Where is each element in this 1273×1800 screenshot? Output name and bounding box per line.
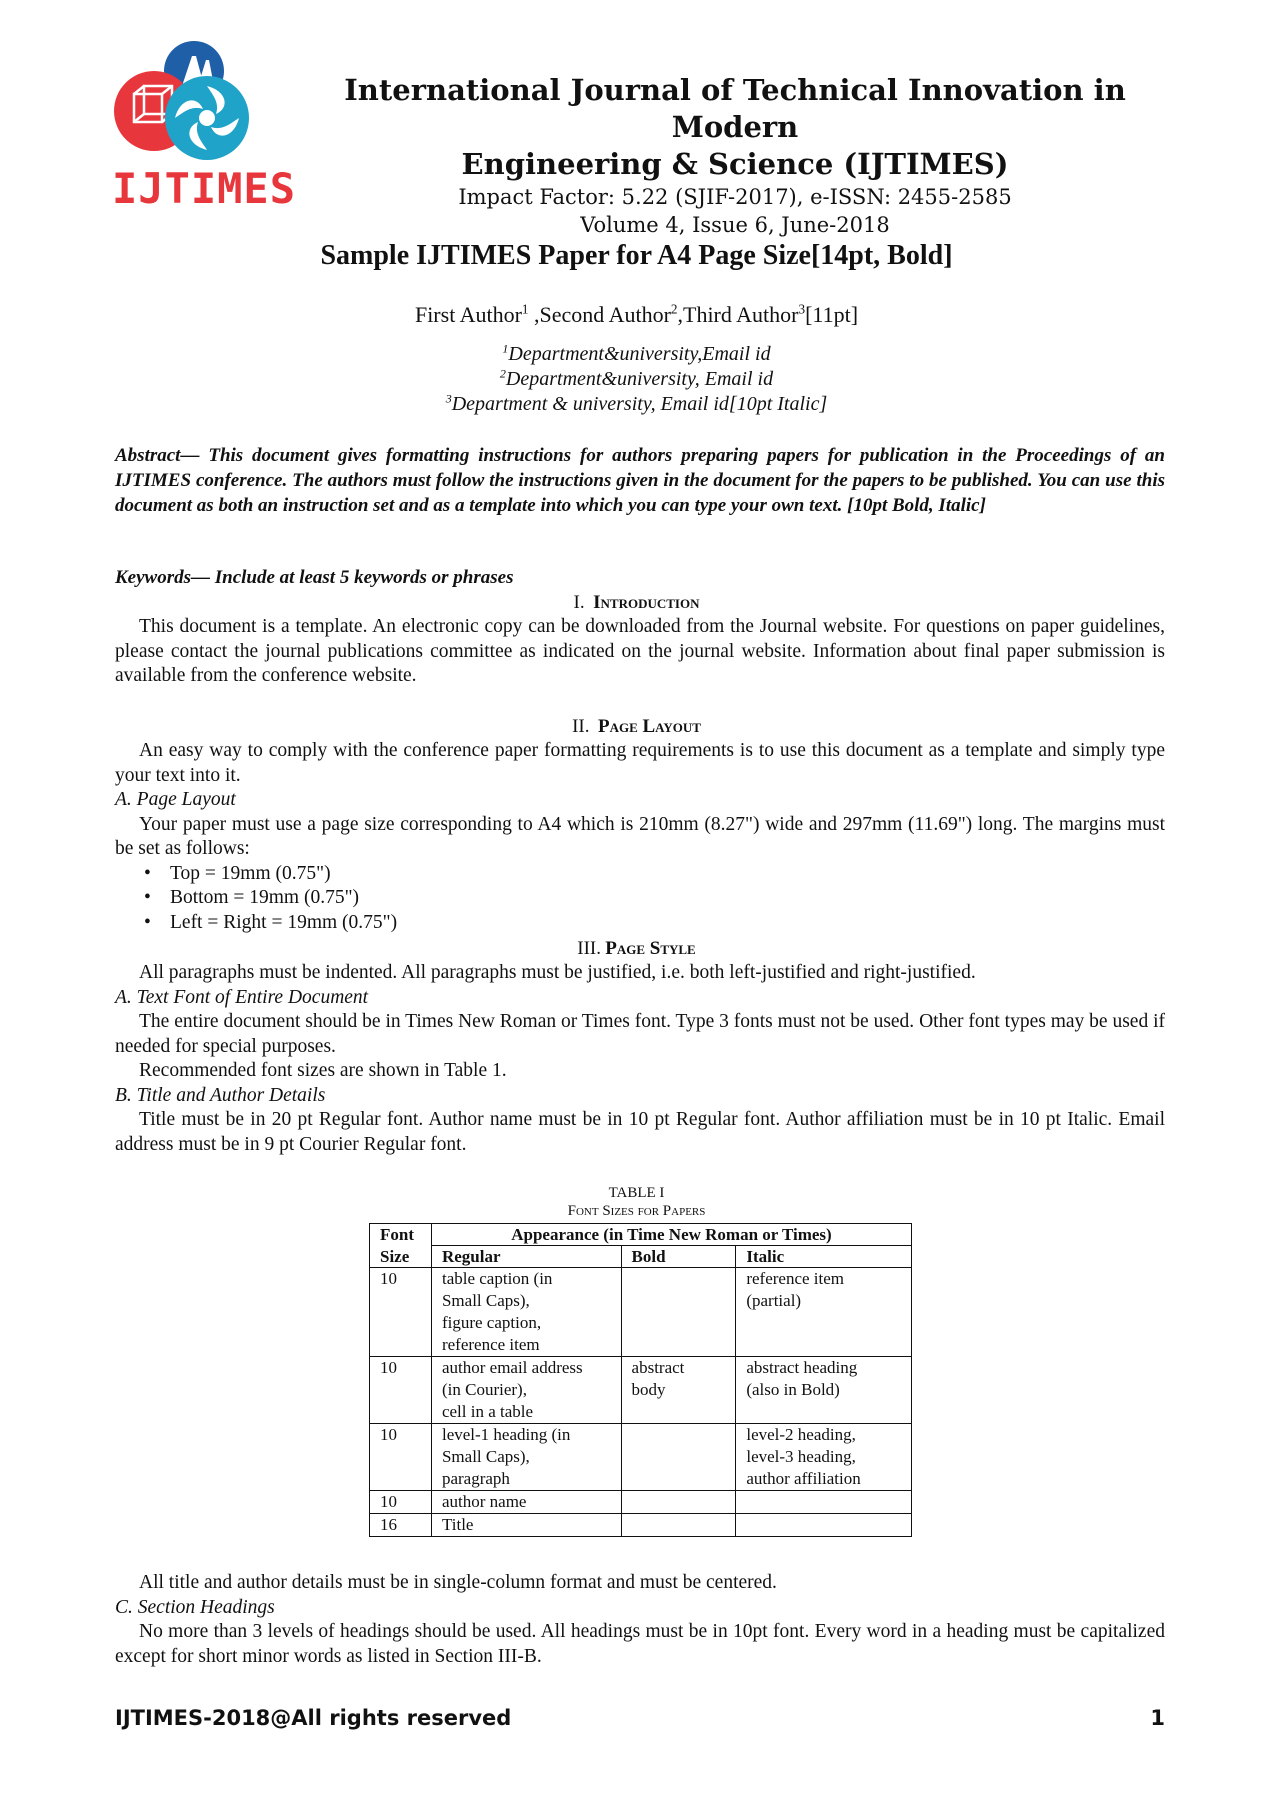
author-name: First Author bbox=[414, 302, 522, 327]
section-title: Page Layout bbox=[597, 716, 701, 737]
header-cell: Regular bbox=[431, 1246, 621, 1268]
table-cell bbox=[736, 1424, 912, 1491]
section-title: Page Style bbox=[605, 938, 696, 959]
author-suffix: [11pt] bbox=[805, 302, 859, 327]
affiliations bbox=[0, 342, 1273, 417]
table-cell bbox=[431, 1424, 621, 1491]
author-name: ,Second Author bbox=[528, 302, 671, 327]
paragraph: All title and author details must be in single-column format and must be centered. bbox=[139, 1572, 777, 1593]
paragraph: Recommended font sizes are shown in Table 1. bbox=[139, 1060, 507, 1081]
header-cell: Italic bbox=[736, 1246, 912, 1268]
table-cell bbox=[736, 1514, 912, 1537]
table-cell bbox=[621, 1514, 736, 1537]
cell-line: abstract heading bbox=[746, 1358, 858, 1377]
journal-title-line1: International Journal of Technical Innovation in Modern bbox=[344, 73, 1126, 144]
table-title: Font Sizes for Papers bbox=[567, 1203, 706, 1219]
table-cell: Title bbox=[431, 1514, 621, 1537]
section-3-body bbox=[115, 961, 1165, 1157]
cell-line: Small Caps), bbox=[441, 1447, 530, 1466]
impact-factor: Impact Factor: 5.22 (SJIF-2017), e-ISSN: 2455-2585 bbox=[458, 185, 1012, 209]
author-sup: 1 bbox=[521, 301, 529, 317]
paragraph: An easy way to comply with the conference paper formatting requirements is to use this document as a template and simply type your text into it. bbox=[115, 740, 1165, 786]
cell-line: table caption (in bbox=[441, 1269, 553, 1288]
subsection-heading: C. Section Headings bbox=[115, 1596, 275, 1618]
list-item: • Bottom = 19mm (0.75") bbox=[170, 886, 1165, 911]
cell-line: (partial) bbox=[746, 1291, 802, 1310]
copyright: IJTIMES-2018@All rights reserved bbox=[115, 1706, 512, 1730]
table-row bbox=[370, 1424, 912, 1491]
table-cell bbox=[431, 1357, 621, 1424]
author-sup: 2 bbox=[670, 301, 678, 317]
journal-header bbox=[330, 72, 1140, 239]
paragraph: The entire document should be in Times New Roman or Times font. Type 3 fonts must not be used. Other font types may be used if needed for special purposes. bbox=[115, 1011, 1165, 1057]
table-cell bbox=[621, 1268, 736, 1357]
page-footer bbox=[115, 1706, 1165, 1730]
cell-line: Small Caps), bbox=[441, 1291, 530, 1310]
affiliation: Department&university, Email id bbox=[505, 368, 774, 390]
cell-line: author email address bbox=[441, 1358, 583, 1377]
table-cell bbox=[621, 1424, 736, 1491]
paragraph: Your paper must use a page size corresponding to A4 which is 210mm (8.27") wide and 297mm (11.69") long. The margins must be set as follows: bbox=[115, 813, 1165, 859]
section-2-body bbox=[115, 739, 1165, 935]
table-header-row bbox=[370, 1246, 912, 1268]
table-cell bbox=[621, 1491, 736, 1514]
author-line bbox=[0, 302, 1273, 328]
cell-line: reference item bbox=[441, 1335, 540, 1354]
table-cell bbox=[736, 1268, 912, 1357]
cell-line: figure caption, bbox=[441, 1313, 542, 1332]
table-cell: author name bbox=[431, 1491, 621, 1514]
table-cell: 10 bbox=[370, 1357, 432, 1424]
header-cell: Size bbox=[370, 1246, 432, 1268]
cell-line: abstract bbox=[631, 1358, 685, 1377]
table-cell bbox=[431, 1268, 621, 1357]
table-cell: 10 bbox=[370, 1424, 432, 1491]
paragraph: This document is a template. An electronic copy can be downloaded from the Journal website. For questions on paper guidelines, please contact the journal publications committee as indicated on the journal website. Information about final paper submission is available from the conference website. bbox=[115, 616, 1165, 686]
cell-line: author affiliation bbox=[746, 1469, 861, 1488]
keywords: Keywords— Include at least 5 keywords or phrases bbox=[115, 567, 514, 588]
table-cell: 10 bbox=[370, 1491, 432, 1514]
table-cell bbox=[736, 1357, 912, 1424]
section-number: III. bbox=[577, 938, 601, 959]
page-number: 1 bbox=[1150, 1706, 1165, 1730]
section-1-body bbox=[115, 615, 1165, 689]
subsection-heading: B. Title and Author Details bbox=[115, 1084, 326, 1106]
cell-line: paragraph bbox=[441, 1469, 510, 1488]
logo-text: IJTIMES bbox=[112, 164, 297, 213]
header-cell: Appearance (in Time New Roman or Times) bbox=[431, 1224, 911, 1246]
font-size-table bbox=[369, 1223, 912, 1537]
list-item: • Top = 19mm (0.75") bbox=[170, 862, 1165, 887]
section-3-body-continued bbox=[115, 1571, 1165, 1669]
header-cell: Bold bbox=[621, 1246, 736, 1268]
table-header-row bbox=[370, 1224, 912, 1246]
journal-logo bbox=[112, 36, 307, 216]
affil-sup: 3 bbox=[445, 391, 452, 406]
cell-line: level-1 heading (in bbox=[441, 1425, 571, 1444]
cell-line: (also in Bold) bbox=[746, 1380, 840, 1399]
cell-line: (in Courier), bbox=[441, 1380, 527, 1399]
author-name: ,Third Author bbox=[677, 302, 799, 327]
cell-line: cell in a table bbox=[441, 1402, 534, 1421]
section-title: Introduction bbox=[593, 592, 700, 613]
list-item: • Left = Right = 19mm (0.75") bbox=[170, 911, 1165, 936]
table-cell: 16 bbox=[370, 1514, 432, 1537]
subsection-heading: A. Page Layout bbox=[115, 789, 236, 810]
table-row bbox=[370, 1514, 912, 1537]
margin-list bbox=[115, 862, 1165, 936]
section-heading-2 bbox=[0, 716, 1273, 738]
affiliation: Department & university, Email id[10pt Italic] bbox=[451, 393, 828, 415]
table-label: TABLE I bbox=[608, 1185, 665, 1201]
affil-sup: 2 bbox=[499, 366, 506, 381]
section-heading-1 bbox=[0, 592, 1273, 614]
header-cell: Font bbox=[370, 1224, 432, 1246]
table-row bbox=[370, 1357, 912, 1424]
abstract: Abstract— This document gives formatting instructions for authors preparing papers for publication in the Proceedings of an IJTIMES conference. The authors must follow the instructions given in the document for the papers to be published. You can use this document as both an instruction set and as a template into which you can type your own text. [10pt Bold, Italic] bbox=[115, 445, 1165, 516]
paragraph: No more than 3 levels of headings should be used. All headings must be in 10pt font. Every word in a heading must be capitalized except for short minor words as listed in Section III-B. bbox=[115, 1621, 1165, 1667]
table-caption bbox=[0, 1184, 1273, 1220]
section-number: I. bbox=[573, 592, 585, 613]
affiliation: Department&university,Email id bbox=[508, 343, 771, 365]
cell-line: reference item bbox=[746, 1269, 845, 1288]
table-cell: 10 bbox=[370, 1268, 432, 1357]
subsection-heading: A. Text Font of Entire Document bbox=[115, 986, 369, 1008]
cell-line: level-2 heading, bbox=[746, 1425, 856, 1444]
table-row bbox=[370, 1491, 912, 1514]
table-cell bbox=[736, 1491, 912, 1514]
author-sup: 3 bbox=[798, 301, 806, 317]
journal-title-line2: Engineering & Science (IJTIMES) bbox=[461, 147, 1009, 181]
section-number: II. bbox=[572, 716, 590, 737]
table-row bbox=[370, 1268, 912, 1357]
affil-sup: 1 bbox=[502, 341, 509, 356]
paragraph: Title must be in 20 pt Regular font. Author name must be in 10 pt Regular font. Author affiliation must be in 10 pt Italic. Email address must be in 9 pt Courier Regular font. bbox=[115, 1109, 1165, 1155]
table-cell bbox=[621, 1357, 736, 1424]
section-heading-3 bbox=[0, 938, 1273, 960]
paragraph: All paragraphs must be indented. All paragraphs must be justified, i.e. both left-justified and right-justified. bbox=[139, 962, 976, 983]
paper-title: Sample IJTIMES Paper for A4 Page Size[14pt, Bold] bbox=[320, 240, 953, 271]
cell-line: level-3 heading, bbox=[746, 1447, 856, 1466]
cell-line: body bbox=[631, 1380, 666, 1399]
volume-issue: Volume 4, Issue 6, June-2018 bbox=[580, 213, 890, 237]
